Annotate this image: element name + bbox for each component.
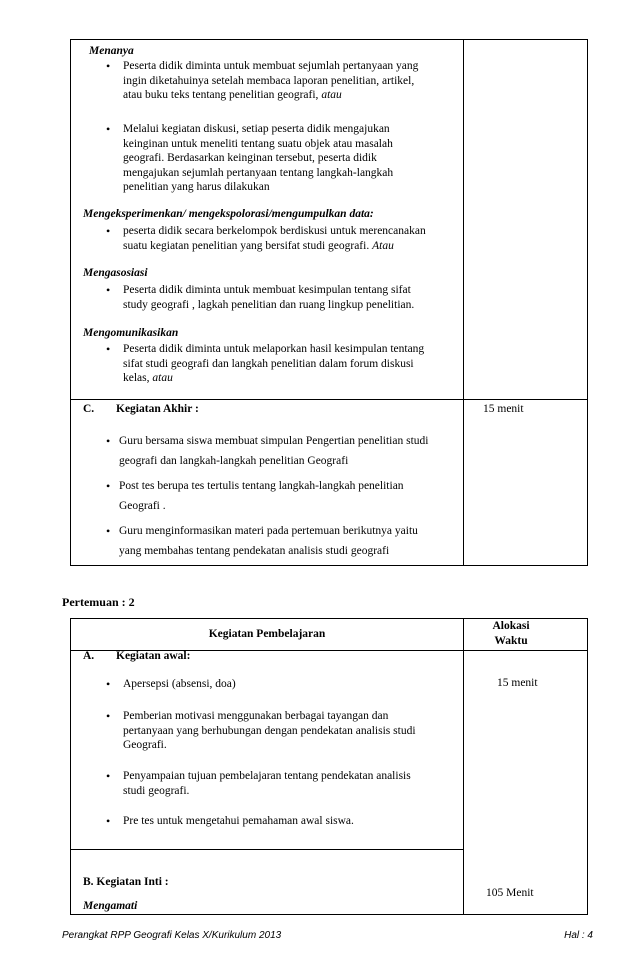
activity-table-1 xyxy=(70,39,588,566)
list-item: • Pemberian motivasi menggunakan berbagai tayangan dan pertanyaan yang berhubungan dengan pendekatan analisis studi Geografi. xyxy=(71,709,463,753)
menanya-list-2 xyxy=(71,122,463,195)
akhir-list-2 xyxy=(71,476,463,516)
inti-time: 105 Menit xyxy=(486,887,534,899)
mengamati-heading: Mengamati xyxy=(83,900,138,912)
awal-time: 15 menit xyxy=(497,677,538,689)
asosiasi-heading: Mengasosiasi xyxy=(83,267,148,279)
inti-title: B. Kegiatan Inti : xyxy=(83,876,169,888)
row-divider xyxy=(71,399,587,400)
menanya-heading: Menanya xyxy=(89,45,134,57)
activity-table-2 xyxy=(70,618,588,915)
awal-list-3 xyxy=(71,769,463,798)
eksperimen-heading: Mengeksperimenkan/ mengekspolorasi/mengumpulkan data: xyxy=(83,208,374,220)
akhir-list-3 xyxy=(71,521,463,561)
awal-list-4 xyxy=(71,814,463,829)
column-divider xyxy=(463,40,464,565)
row-divider xyxy=(71,849,463,850)
list-item: • Post tes berupa tes tertulis tentang langkah-langkah penelitian Geografi . xyxy=(71,476,463,516)
list-item: • Guru menginformasikan materi pada pertemuan berikutnya yaitu yang membahas tentang pendekatan analisis studi geografi xyxy=(71,521,463,561)
footer-page-number: Hal : 4 xyxy=(564,930,593,941)
komunikasi-list xyxy=(71,342,463,386)
akhir-title: Kegiatan Akhir : xyxy=(116,403,199,415)
pertemuan-title: Pertemuan : 2 xyxy=(62,595,135,609)
menanya-list xyxy=(71,59,463,103)
list-item: • Guru bersama siswa membuat simpulan Pengertian penelitian studi geografi dan langkah-langkah penelitian Geografi xyxy=(71,431,463,471)
list-item: • Peserta didik diminta untuk melaporkan hasil kesimpulan tentang sifat studi geografi dan langkah penelitian dalam forum diskusi kelas, atau xyxy=(71,342,463,386)
list-item: • Penyampaian tujuan pembelajaran tentang pendekatan analisis studi geografi. xyxy=(71,769,463,798)
awal-letter: A. xyxy=(83,650,95,662)
awal-title: Kegiatan awal: xyxy=(116,650,191,662)
footer-left: Perangkat RPP Geografi Kelas X/Kurikulum 2013 xyxy=(62,930,282,941)
komunikasi-heading: Mengomunikasikan xyxy=(83,327,179,339)
list-item: • Peserta didik diminta untuk membuat kesimpulan tentang sifat study geografi , lagkah penelitian dan ruang lingkup penelitian. xyxy=(71,283,463,312)
akhir-letter: C. xyxy=(83,403,95,415)
awal-list-2 xyxy=(71,709,463,753)
list-item: • Pre tes untuk mengetahui pemahaman awal siswa. xyxy=(71,814,463,829)
header-alokasi: Alokasi Waktu xyxy=(492,620,530,647)
asosiasi-list xyxy=(71,283,463,312)
list-item: • Apersepsi (absensi, doa) xyxy=(71,677,463,692)
list-item: • Peserta didik diminta untuk membuat sejumlah pertanyaan yang ingin diketahuinya setelah membaca laporan penelitian, artikel, atau buku teks tentang penelitian geografi, atau xyxy=(71,59,463,103)
eksperimen-list xyxy=(71,224,463,253)
akhir-time: 15 menit xyxy=(483,403,524,415)
list-item: • Melalui kegiatan diskusi, setiap peserta didik mengajukan keinginan untuk meneliti tentang suatu objek atau masalah geografi. Berdasarkan keinginan tersebut, peserta didik mengajukan sejumlah pertanyaan tentang langkah-langkah penelitian yang harus dilakukan xyxy=(71,122,463,195)
akhir-list xyxy=(71,431,463,471)
list-item: • peserta didik secara berkelompok berdiskusi untuk merencanakan suatu kegiatan penelitian yang bersifat studi geografi. Atau xyxy=(71,224,463,253)
header-kegiatan: Kegiatan Pembelajaran xyxy=(208,628,326,640)
column-divider xyxy=(463,619,464,914)
awal-list xyxy=(71,677,463,692)
